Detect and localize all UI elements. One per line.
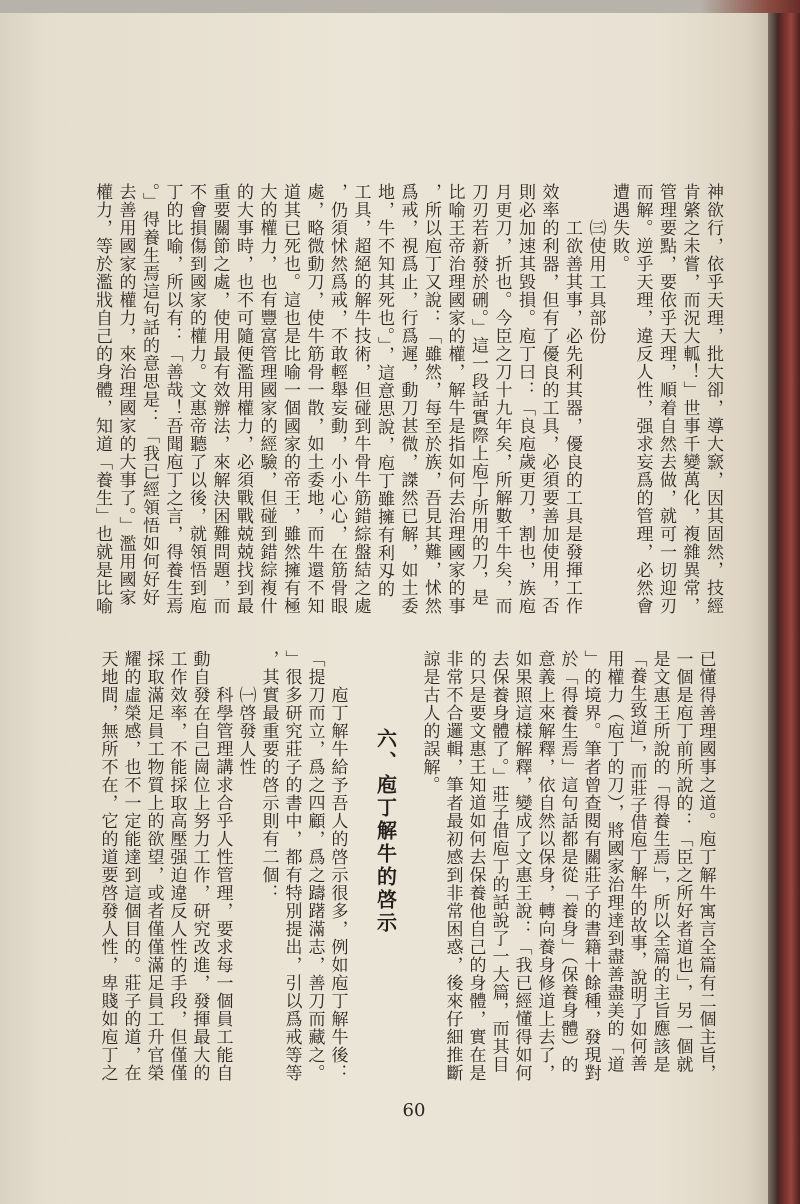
text-column: 意義上來解釋，依自然以保身，轉向養身修道上去了， xyxy=(534,650,555,1082)
text-column: 工作效率，不能採取高壓强迫違反人性的手段，但僅僅 xyxy=(166,650,187,1082)
text-column: 爲戒，視爲止，行爲遲，動刀甚微，謋然已解，如土委 xyxy=(397,183,418,615)
text-column: 效率的利器，但有了優良的工具，必須要善加使用，否 xyxy=(538,183,559,615)
text-column: 去保養身體了。」莊子借庖丁的話說了一大篇，而其目 xyxy=(488,650,509,1074)
text-column: ，所以庖丁又說：「雖然，每至於族，吾見其難，怵然 xyxy=(421,183,441,615)
text-column: 」很多研究莊子的書中，都有特別提出，引以爲戒等等 xyxy=(281,650,302,1082)
text-column: ，仍須怵然爲戒，不敢輕舉妄動，小小心心，在筋骨眼 xyxy=(327,183,347,615)
text-column: 遭遇失敗。 xyxy=(609,183,629,273)
text-column: 動自發在自己崗位上努力工作，研究改進，發揮最大的 xyxy=(189,650,210,1082)
text-column: 地，牛不知其死也。」，這意思說，庖丁雖擁有利刄的 xyxy=(374,183,394,598)
text-column: 天地間，無所不在，它的道要啓發人性，卑賤如庖丁之 xyxy=(97,650,118,1082)
text-column: 的只是要文惠王知道如何去保養他自己的身體，實在是 xyxy=(465,650,486,1082)
text-column: 而解。逆乎天理，違反人性，强求妄爲的管理，必然會 xyxy=(632,183,653,615)
text-column: 大的權力，也有豐富管理國家的經驗，但碰到錯綜複什 xyxy=(256,183,277,615)
text-column: 月更刀，折也。今臣之刀十九年矣，所解數千牛矣，而 xyxy=(491,183,512,615)
upper-text-block xyxy=(90,183,725,615)
text-column: 用權力（庖丁的刀），將國家治理達到盡善盡美的「道 xyxy=(603,650,624,1074)
lower-text-block xyxy=(96,650,717,1082)
text-column: 耀的虛榮感，也不一定能達到這個目的。莊子的道，在 xyxy=(120,650,141,1082)
text-column: 「養生致道」，而莊子借庖丁解牛的故事，說明了如何善 xyxy=(626,650,647,1072)
text-column: 」的境界。筆者曾查閱有關莊子的書籍十餘種，發現對 xyxy=(580,650,601,1082)
text-column: 於「得養生焉」這句話都是從「養身」（保養身體）的 xyxy=(557,650,578,1074)
text-column: 是文惠王所說的「得養生焉」，所以全篇的主旨應該是 xyxy=(649,650,670,1074)
text-column: 刀刃若新發於硎。」這一段話實際上庖丁所用的刀，是 xyxy=(468,183,488,607)
text-column: 權力，等於濫戕自己的身體，知道「養生」也就是比喻 xyxy=(92,183,112,615)
book-cover-edge xyxy=(778,0,800,1204)
text-column: 丁的比喻，所以有：「善哉！吾聞庖丁之言，得養生焉 xyxy=(162,183,183,615)
text-column: 不會損傷到國家的權力。文惠帝聽了以後，就領悟到庖 xyxy=(186,183,206,615)
text-column: 如果照這樣解釋，變成了文惠王說：「我已經懂得如何 xyxy=(511,650,532,1082)
text-column: 諒是古人的誤解。 xyxy=(419,650,440,794)
text-column: 。」得養生焉這句話的意思是：「我已經領悟如何好好 xyxy=(139,183,159,607)
text-column: 重要關節之處，使用最有效辦法，來解決困難問題，而 xyxy=(209,183,230,615)
text-column: 則必加速其毀損。庖丁曰：「良庖歲更刀，割也，族庖 xyxy=(515,183,535,615)
text-column: 神欲行，依乎天理，批大卻，導大窾，因其固然，技經 xyxy=(703,183,723,615)
subsection-heading: ㈠啓發人性 xyxy=(235,686,256,776)
text-column: 管理要點，要依乎天理，順着自然去做，就可一切迎刃 xyxy=(656,183,676,615)
text-column: 非常不合邏輯，筆者最初感到非常困惑，後來仔細推斷 xyxy=(442,650,463,1082)
subsection-heading: ㈢使用工具部份 xyxy=(585,219,606,345)
text-column: 「提刀而立，爲之四顧，爲之躊躇滿志，善刀而藏之。 xyxy=(304,650,325,1082)
text-column: 一個是庖丁前所說的：「臣之所好者道也」，另一個就 xyxy=(672,650,693,1074)
text-column: 工欲善其事，必先利其器，優良的工具是發揮工作 xyxy=(562,219,582,615)
text-column: 比喻王帝治理國家的權，解牛是指如何去治理國家的事 xyxy=(444,183,465,615)
text-column: 處，略微動刀，使牛筋骨一散，如土委地，而牛還不知 xyxy=(303,183,324,615)
page-edge-shadow xyxy=(768,0,778,1204)
text-column: 的大事時，也不可隨便濫用權力，必須戰戰兢兢找到最 xyxy=(233,183,253,615)
page-number: 60 xyxy=(402,1100,426,1121)
text-column: 肯綮之未嘗，而況大軱！」世事千變萬化，複雜異常， xyxy=(679,183,700,615)
text-column: 工具，超絕的解牛技術，但碰到牛骨牛筋錯綜盤結之處 xyxy=(350,183,371,615)
text-column: 道其已死也。這也是比喻一個國家的帝王，雖然擁有極 xyxy=(280,183,300,615)
text-column: ，其實最重要的啓示則有二個： xyxy=(258,650,279,902)
text-column: 去善用國家的權力，來治理國家的大事了。」濫用國家 xyxy=(115,183,136,607)
text-column: 科學管理講求合乎人性管理，要求每一個員工能自 xyxy=(212,686,233,1082)
text-column: 庖丁解牛給予吾人的啓示很多，例如庖丁解牛後： xyxy=(327,686,348,1082)
book-cover-top-edge xyxy=(700,0,800,13)
text-column: 已懂得善理國事之道。庖丁解牛寓言全篇有二個主旨， xyxy=(695,650,716,1082)
section-heading: 六、庖丁解牛的啓示 xyxy=(373,728,398,935)
text-column: 採取滿足員工物質上的欲望，或者僅僅滿足員工升官榮 xyxy=(143,650,164,1082)
